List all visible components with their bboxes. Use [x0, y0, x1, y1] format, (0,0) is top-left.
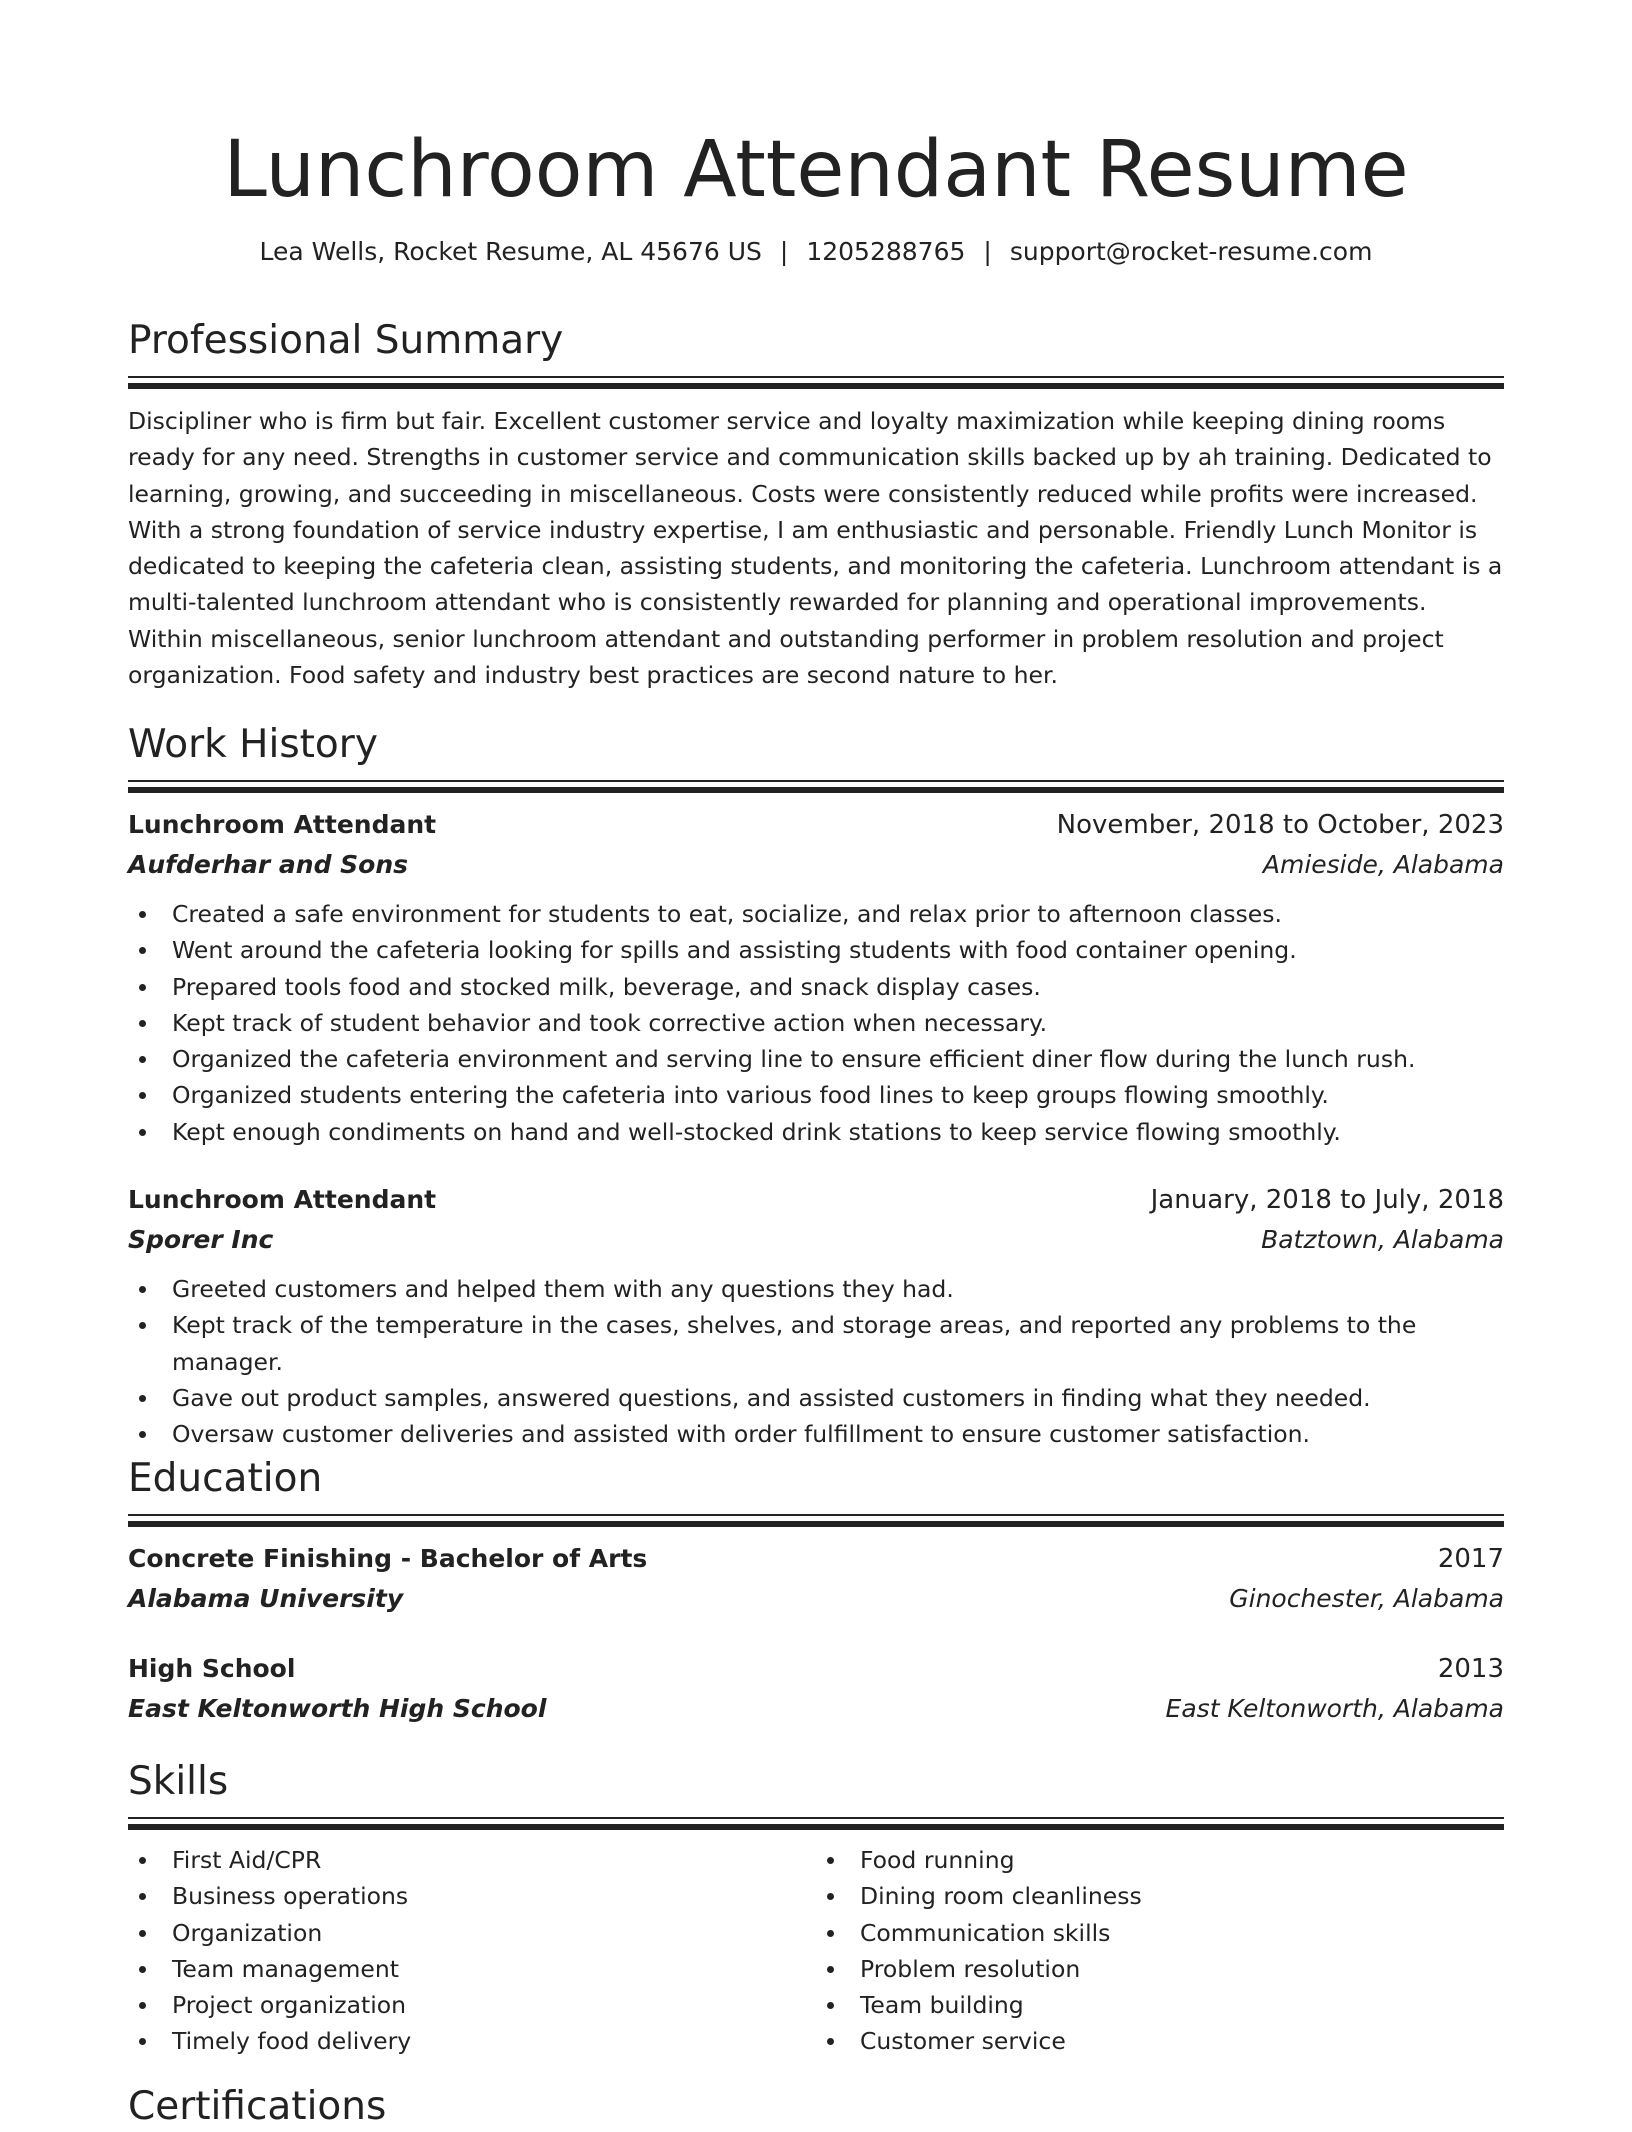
resume-page [128, 0, 1504, 2129]
education-year: 2013 [1437, 1654, 1504, 1684]
list-item: Project organization [172, 1987, 816, 2023]
section-divider [128, 1514, 1504, 1527]
list-item: Oversaw customer deliveries and assisted with order fulfillment to ensure customer satisfaction. [172, 1416, 1504, 1452]
skills-columns [128, 1842, 1504, 2060]
job-entry [128, 805, 1504, 1150]
section-heading-summary: Professional Summary [128, 318, 564, 363]
summary-section [128, 316, 1504, 693]
list-item: Food running [860, 1842, 1504, 1878]
education-school: Alabama University [128, 1584, 404, 1613]
certifications-section [128, 2082, 1504, 2132]
list-item: Dining room cleanliness [860, 1878, 1504, 1914]
list-item: Kept enough condiments on hand and well-stocked drink stations to keep service flowing smoothly. [172, 1114, 1504, 1150]
contact-phone: 1205288765 [806, 237, 966, 266]
resume-title: Lunchroom Attendant Resume [223, 125, 1409, 215]
education-degree: Concrete Finishing - Bachelor of Arts [128, 1544, 648, 1573]
job-dates: November, 2018 to October, 2023 [1056, 810, 1504, 840]
list-item: Organized the cafeteria environment and serving line to ensure efficient diner flow during the lunch rush. [172, 1041, 1504, 1077]
list-item: Team building [860, 1987, 1504, 2023]
education-year: 2017 [1437, 1544, 1504, 1574]
contact-line [128, 234, 1504, 270]
section-divider [128, 780, 1504, 793]
list-item: Organized students entering the cafeteria into various food lines to keep groups flowing smoothly. [172, 1077, 1504, 1113]
list-item: Business operations [172, 1878, 816, 1914]
list-item: Kept track of the temperature in the cases, shelves, and storage areas, and reported any problems to the manager. [172, 1307, 1504, 1380]
skills-list-left [128, 1842, 816, 2060]
contact-separator: | [779, 237, 789, 266]
list-item: Organization [172, 1915, 816, 1951]
education-entry [128, 1649, 1504, 1729]
job-company: Aufderhar and Sons [128, 850, 409, 879]
job-title: Lunchroom Attendant [128, 810, 437, 839]
contact-email[interactable]: support@rocket-resume.com [1009, 237, 1373, 266]
job-title: Lunchroom Attendant [128, 1185, 437, 1215]
job-company: Sporer Inc [128, 1225, 274, 1255]
education-location: Ginochester, Alabama [1229, 1584, 1504, 1613]
skills-section [128, 1757, 1504, 2060]
job-entry [128, 1180, 1504, 1452]
list-item: Created a safe environment for students to eat, socialize, and relax prior to afternoon classes. [172, 896, 1504, 932]
job-bullets [128, 896, 1504, 1150]
summary-text: Discipliner who is firm but fair. Excellent customer service and loyalty maximization while keeping dining rooms ready for any need. Strengths in customer service and communication skills backed up by ah training. Dedicated to learning, growing, and succeeding in miscellaneous. Costs were consistently reduced while profits were increased. With a strong foundation of service industry expertise, I am enthusiastic and personable. Friendly Lunch Monitor is dedicated to keeping the cafeteria clean, assisting students, and monitoring the cafeteria. Lunchroom attendant is a multi-talented lunchroom attendant who is consistently rewarded for planning and operational improvements. Within miscellaneous, senior lunchroom attendant and outstanding performer in problem resolution and project organization. Food safety and industry best practices are second nature to her. [128, 407, 1503, 690]
contact-separator: | [983, 237, 992, 266]
education-degree: High School [128, 1654, 296, 1683]
work-history-section [128, 720, 1504, 1453]
list-item: Customer service [860, 2023, 1504, 2059]
section-divider [128, 376, 1504, 389]
job-dates: January, 2018 to July, 2018 [1150, 1185, 1504, 1216]
section-heading-work: Work History [128, 722, 378, 767]
job-bullets [128, 1271, 1504, 1452]
section-heading-education: Education [128, 1456, 323, 1501]
list-item: Problem resolution [860, 1951, 1504, 1987]
list-item: Gave out product samples, answered questions, and assisted customers in finding what they needed. [172, 1380, 1504, 1416]
list-item: First Aid/CPR [172, 1842, 816, 1878]
list-item: Went around the cafeteria looking for spills and assisting students with food container opening. [172, 932, 1504, 968]
section-heading-skills: Skills [128, 1759, 229, 1804]
education-entry [128, 1539, 1504, 1619]
list-item: Prepared tools food and stocked milk, beverage, and snack display cases. [172, 969, 1504, 1005]
list-item: Team management [172, 1951, 816, 1987]
job-location: Amieside, Alabama [1262, 850, 1504, 879]
education-school: East Keltonworth High School [128, 1694, 547, 1723]
section-heading-certifications: Certifications [128, 2084, 387, 2129]
job-location: Batztown, Alabama [1261, 1225, 1504, 1255]
education-location: East Keltonworth, Alabama [1165, 1694, 1504, 1723]
skills-list-right [816, 1842, 1504, 2060]
list-item: Communication skills [860, 1915, 1504, 1951]
list-item: Kept track of student behavior and took corrective action when necessary. [172, 1005, 1504, 1041]
list-item: Greeted customers and helped them with any questions they had. [172, 1271, 1504, 1307]
contact-address: Lea Wells, Rocket Resume, AL 45676 US [259, 237, 762, 266]
education-section [128, 1454, 1504, 1729]
section-divider [128, 1817, 1504, 1830]
list-item: Timely food delivery [172, 2023, 816, 2059]
